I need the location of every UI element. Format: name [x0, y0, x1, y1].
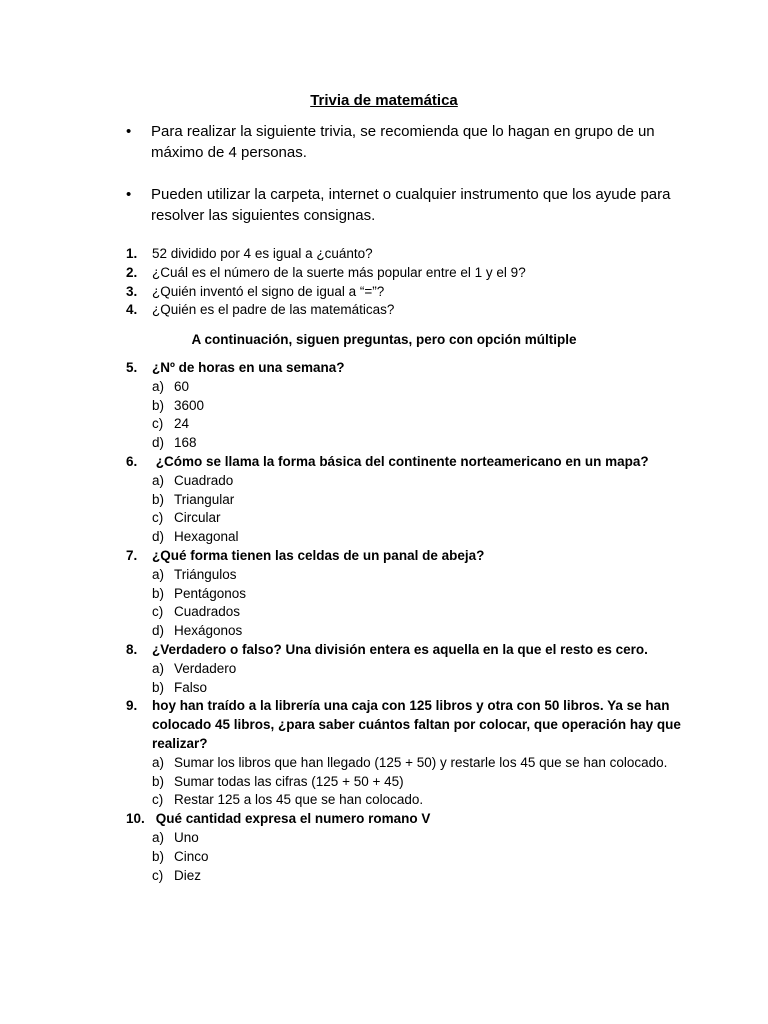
option-text: Triangular — [174, 491, 235, 507]
option-letter: b) — [152, 491, 165, 507]
answer-option — [152, 434, 686, 453]
mc-question — [126, 810, 686, 885]
answer-option — [152, 773, 686, 792]
answer-option — [152, 415, 686, 434]
mc-question — [126, 359, 686, 453]
question-item — [126, 264, 686, 283]
option-text: Triángulos — [174, 566, 237, 582]
question-text: ¿Qué forma tienen las celdas de un panal de abeja? — [152, 547, 485, 563]
answer-option — [152, 791, 686, 810]
option-letter: d) — [152, 623, 165, 639]
option-letter: c) — [152, 867, 164, 883]
answer-option — [152, 585, 686, 604]
option-letter: b) — [152, 773, 165, 789]
option-letter: a) — [152, 378, 165, 394]
multiple-choice-list — [126, 359, 686, 885]
answer-option — [152, 660, 686, 679]
option-text: Restar 125 a los 45 que se han colocado. — [174, 792, 424, 808]
question-number: 6. — [126, 453, 138, 469]
option-text: Diez — [174, 867, 202, 883]
option-letter: b) — [152, 397, 165, 413]
bullet-icon: • — [126, 186, 132, 203]
option-text: Hexágonos — [174, 623, 243, 639]
question-text: 52 dividido por 4 es igual a ¿cuánto? — [152, 246, 373, 261]
question-text: ¿Quién inventó el signo de igual a “=”? — [152, 283, 385, 299]
option-text: Hexagonal — [174, 529, 239, 545]
answer-option — [152, 472, 686, 491]
option-letter: a) — [152, 660, 165, 676]
option-letter: a) — [152, 566, 165, 582]
answer-option — [152, 829, 686, 848]
question-text: ¿Verdadero o falso? Una división entera es aquella en la que el resto es cero. — [152, 641, 648, 657]
question-text: ¿Quién es el padre de las matemáticas? — [152, 302, 395, 318]
option-letter: a) — [152, 829, 165, 845]
answer-option — [152, 378, 686, 397]
question-number: 10. — [126, 811, 145, 827]
option-text: Cuadrado — [174, 472, 234, 488]
mc-question — [126, 547, 686, 641]
question-text: hoy han traído a la librería una caja con 125 libros y otra con 50 libros. Ya se han colocado 45 libros, ¿para saber cuántos faltan por colocar, que operación hay que realizar? — [152, 698, 685, 751]
section-subtitle: A continuación, siguen preguntas, pero con opción múltiple — [191, 332, 577, 347]
option-letter: c) — [152, 792, 164, 808]
option-letter: d) — [152, 529, 165, 545]
instruction-text: Pueden utilizar la carpeta, internet o cualquier instrumento que los ayude para resolver las siguientes consignas. — [151, 186, 671, 224]
bullet-icon: • — [126, 123, 132, 140]
option-text: Circular — [174, 510, 221, 526]
answer-option — [152, 754, 686, 773]
question-text: ¿Nº de horas en una semana? — [152, 360, 345, 375]
question-item — [126, 245, 686, 264]
option-letter: b) — [152, 679, 165, 695]
option-text: Verdadero — [174, 660, 237, 676]
instruction-item — [126, 184, 686, 226]
question-number: 8. — [126, 641, 138, 657]
question-number: 3. — [126, 283, 138, 299]
question-item — [126, 283, 686, 302]
option-text: Sumar los libros que han llegado (125 + 50) y restarle los 45 que se han colocado. — [174, 754, 668, 770]
question-number: 4. — [126, 302, 138, 318]
option-text: 60 — [174, 378, 190, 394]
option-text: Uno — [174, 829, 199, 845]
question-number: 1. — [126, 246, 138, 261]
answer-option — [152, 528, 686, 547]
option-text: 24 — [174, 416, 190, 432]
answer-option — [152, 679, 686, 698]
question-number: 5. — [126, 360, 138, 375]
short-questions-list — [126, 245, 686, 320]
answer-option — [152, 867, 686, 886]
question-text: Qué cantidad expresa el numero romano V — [152, 811, 431, 827]
instruction-item — [126, 121, 686, 163]
answer-option — [152, 622, 686, 641]
option-letter: b) — [152, 848, 165, 864]
question-number: 7. — [126, 547, 138, 563]
option-letter: d) — [152, 435, 165, 451]
instruction-text: Para realizar la siguiente trivia, se recomienda que lo hagan en grupo de un máximo de 4 personas. — [151, 123, 655, 161]
question-number: 2. — [126, 264, 138, 280]
option-letter: a) — [152, 754, 165, 770]
mc-question — [126, 641, 686, 697]
option-letter: c) — [152, 416, 164, 432]
question-number: 9. — [126, 698, 138, 714]
document-title: Trivia de matemática — [310, 92, 458, 109]
answer-option — [152, 491, 686, 510]
answer-option — [152, 509, 686, 528]
answer-option — [152, 397, 686, 416]
mc-question — [126, 453, 686, 547]
option-text: Pentágonos — [174, 585, 247, 601]
option-text: Sumar todas las cifras (125 + 50 + 45) — [174, 773, 404, 789]
answer-option — [152, 603, 686, 622]
mc-question — [126, 697, 686, 810]
question-item — [126, 301, 686, 320]
option-text: 3600 — [174, 397, 205, 413]
option-letter: c) — [152, 510, 164, 526]
option-text: Cuadrados — [174, 604, 241, 620]
option-letter: a) — [152, 472, 165, 488]
question-text: ¿Cómo se llama la forma básica del continente norteamericano en un mapa? — [152, 453, 649, 469]
answer-option — [152, 848, 686, 867]
option-text: Falso — [174, 679, 208, 695]
option-text: 168 — [174, 435, 197, 451]
instructions-list — [126, 121, 686, 226]
question-text: ¿Cuál es el número de la suerte más popular entre el 1 y el 9? — [152, 264, 526, 280]
option-text: Cinco — [174, 848, 209, 864]
option-letter: b) — [152, 585, 165, 601]
answer-option — [152, 566, 686, 585]
option-letter: c) — [152, 604, 164, 620]
